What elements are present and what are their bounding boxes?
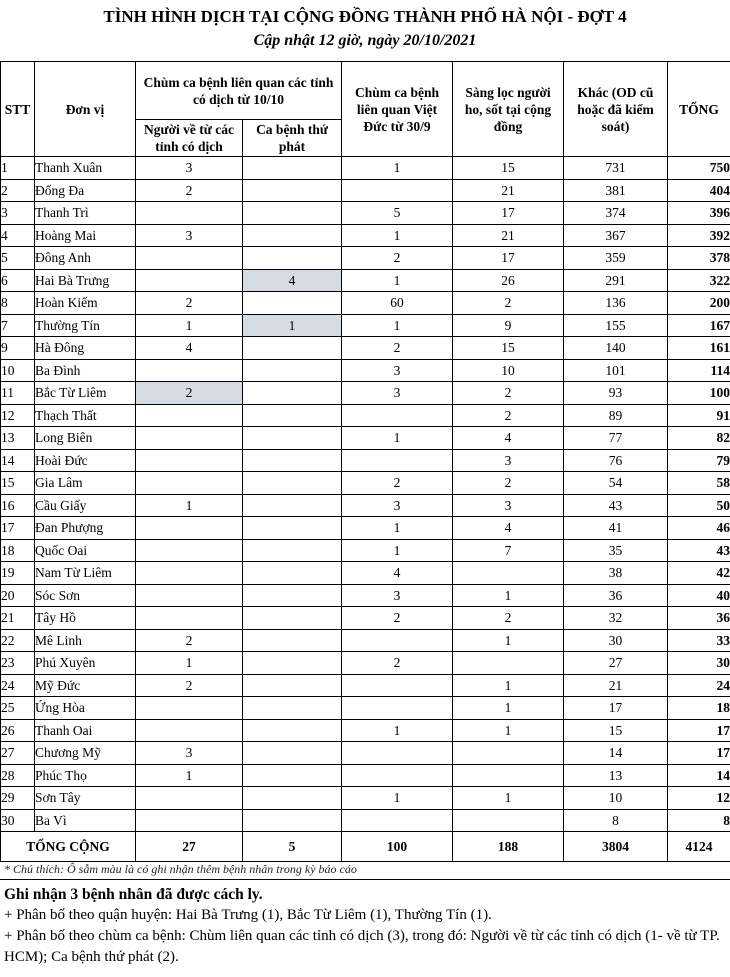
cell-other: 76 bbox=[564, 449, 668, 472]
summary-line-clusters: + Phân bố theo chùm ca bệnh: Chùm liên quan các tỉnh có dịch (3), trong đó: Người về từ các tỉnh có dịch (1- về từ TP. HCM); Ca bệnh thứ phát (2). bbox=[4, 928, 720, 965]
cell-total: 42 bbox=[668, 562, 730, 585]
cell-other: 17 bbox=[564, 697, 668, 720]
cell-secondary bbox=[243, 404, 342, 427]
cell-unit: Ứng Hòa bbox=[35, 697, 136, 720]
cell-total: 36 bbox=[668, 607, 730, 630]
cell-vietduc bbox=[342, 449, 453, 472]
cell-vietduc: 1 bbox=[342, 787, 453, 810]
cell-total: 750 bbox=[668, 157, 730, 180]
cell-secondary bbox=[243, 539, 342, 562]
cell-total: 378 bbox=[668, 247, 730, 270]
cell-vietduc: 5 bbox=[342, 202, 453, 225]
cell-other: 35 bbox=[564, 539, 668, 562]
cell-vietduc bbox=[342, 674, 453, 697]
cell-stt: 3 bbox=[1, 202, 35, 225]
cell-other: 36 bbox=[564, 584, 668, 607]
cell-unit: Hà Đông bbox=[35, 337, 136, 360]
table-row bbox=[1, 224, 730, 247]
cell-stt: 10 bbox=[1, 359, 35, 382]
cell-unit: Tây Hồ bbox=[35, 607, 136, 630]
cell-vietduc: 3 bbox=[342, 494, 453, 517]
header-returnees: Người về từ các tỉnh có dịch bbox=[136, 120, 243, 157]
cell-total: 12 bbox=[668, 787, 730, 810]
summary-line-districts: + Phân bố theo quận huyện: Hai Bà Trưng (1), Bắc Từ Liêm (1), Thường Tín (1). bbox=[4, 907, 492, 923]
cell-other: 77 bbox=[564, 427, 668, 450]
cell-screening: 4 bbox=[453, 427, 564, 450]
header-vietduc: Chùm ca bệnh liên quan Việt Đức từ 30/9 bbox=[342, 62, 453, 157]
cell-other: 30 bbox=[564, 629, 668, 652]
cell-stt: 5 bbox=[1, 247, 35, 270]
cell-total: 33 bbox=[668, 629, 730, 652]
cell-unit: Hai Bà Trưng bbox=[35, 269, 136, 292]
cell-unit: Thanh Trì bbox=[35, 202, 136, 225]
cell-returnees bbox=[136, 202, 243, 225]
cell-screening: 21 bbox=[453, 179, 564, 202]
cell-total: 40 bbox=[668, 584, 730, 607]
table-row bbox=[1, 629, 730, 652]
cell-stt: 12 bbox=[1, 404, 35, 427]
cell-stt: 22 bbox=[1, 629, 35, 652]
cell-returnees: 1 bbox=[136, 314, 243, 337]
table-row bbox=[1, 607, 730, 630]
cell-secondary bbox=[243, 562, 342, 585]
cell-unit: Nam Từ Liêm bbox=[35, 562, 136, 585]
cell-unit: Mỹ Đức bbox=[35, 674, 136, 697]
table-row bbox=[1, 719, 730, 742]
table-row bbox=[1, 269, 730, 292]
header-total: TỔNG bbox=[668, 62, 730, 157]
report-title: TÌNH HÌNH DỊCH TẠI CỘNG ĐỒNG THÀNH PHỐ HÀ NỘI - ĐỢT 4 bbox=[103, 7, 627, 26]
cell-screening: 3 bbox=[453, 449, 564, 472]
cell-stt: 24 bbox=[1, 674, 35, 697]
table-row bbox=[1, 697, 730, 720]
cell-total: 82 bbox=[668, 427, 730, 450]
cell-screening: 17 bbox=[453, 247, 564, 270]
cell-returnees bbox=[136, 809, 243, 832]
cell-other: 381 bbox=[564, 179, 668, 202]
header-stt: STT bbox=[1, 62, 35, 157]
cell-unit: Ba Vì bbox=[35, 809, 136, 832]
cell-returnees: 3 bbox=[136, 157, 243, 180]
header-screening: Sàng lọc người ho, sốt tại cộng đồng bbox=[453, 62, 564, 157]
cell-screening: 15 bbox=[453, 157, 564, 180]
cell-total: 17 bbox=[668, 742, 730, 765]
cell-returnees bbox=[136, 472, 243, 495]
cell-screening bbox=[453, 652, 564, 675]
cell-screening: 9 bbox=[453, 314, 564, 337]
cell-unit: Chương Mỹ bbox=[35, 742, 136, 765]
cell-screening: 17 bbox=[453, 202, 564, 225]
cell-screening: 1 bbox=[453, 697, 564, 720]
cell-other: 731 bbox=[564, 157, 668, 180]
cell-total: 17 bbox=[668, 719, 730, 742]
cell-unit: Thường Tín bbox=[35, 314, 136, 337]
cell-total: 43 bbox=[668, 539, 730, 562]
cell-unit: Đông Anh bbox=[35, 247, 136, 270]
cell-vietduc: 3 bbox=[342, 359, 453, 382]
header-secondary: Ca bệnh thứ phát bbox=[243, 120, 342, 157]
cell-returnees bbox=[136, 787, 243, 810]
table-row bbox=[1, 337, 730, 360]
cell-vietduc: 2 bbox=[342, 607, 453, 630]
cell-unit: Cầu Giấy bbox=[35, 494, 136, 517]
cell-returnees: 2 bbox=[136, 674, 243, 697]
cell-returnees bbox=[136, 247, 243, 270]
totals-screening: 188 bbox=[453, 832, 564, 862]
cell-other: 13 bbox=[564, 764, 668, 787]
cell-secondary bbox=[243, 674, 342, 697]
cell-other: 155 bbox=[564, 314, 668, 337]
table-row bbox=[1, 652, 730, 675]
cell-stt: 21 bbox=[1, 607, 35, 630]
cell-stt: 15 bbox=[1, 472, 35, 495]
cell-screening: 2 bbox=[453, 404, 564, 427]
cell-screening bbox=[453, 742, 564, 765]
cell-unit: Thanh Xuân bbox=[35, 157, 136, 180]
cell-vietduc bbox=[342, 629, 453, 652]
cell-unit: Thanh Oai bbox=[35, 719, 136, 742]
cell-unit: Hoài Đức bbox=[35, 449, 136, 472]
cell-secondary bbox=[243, 472, 342, 495]
cell-screening bbox=[453, 562, 564, 585]
cell-stt: 11 bbox=[1, 382, 35, 405]
cell-returnees: 4 bbox=[136, 337, 243, 360]
cell-screening bbox=[453, 809, 564, 832]
cell-unit: Đống Đa bbox=[35, 179, 136, 202]
cell-stt: 7 bbox=[1, 314, 35, 337]
cell-secondary bbox=[243, 764, 342, 787]
cell-vietduc: 1 bbox=[342, 719, 453, 742]
table-row bbox=[1, 202, 730, 225]
cell-other: 374 bbox=[564, 202, 668, 225]
cell-other: 359 bbox=[564, 247, 668, 270]
cell-stt: 28 bbox=[1, 764, 35, 787]
cell-vietduc: 2 bbox=[342, 247, 453, 270]
table-row bbox=[1, 539, 730, 562]
cell-total: 200 bbox=[668, 292, 730, 315]
cell-vietduc: 1 bbox=[342, 427, 453, 450]
cell-secondary bbox=[243, 202, 342, 225]
cell-other: 14 bbox=[564, 742, 668, 765]
totals-other: 3804 bbox=[564, 832, 668, 862]
cell-secondary bbox=[243, 382, 342, 405]
cell-vietduc: 2 bbox=[342, 652, 453, 675]
cell-other: 15 bbox=[564, 719, 668, 742]
table-row bbox=[1, 742, 730, 765]
table-row bbox=[1, 517, 730, 540]
totals-returnees: 27 bbox=[136, 832, 243, 862]
cell-secondary bbox=[243, 607, 342, 630]
table-row bbox=[1, 449, 730, 472]
cell-screening: 26 bbox=[453, 269, 564, 292]
cell-stt: 27 bbox=[1, 742, 35, 765]
cell-vietduc bbox=[342, 764, 453, 787]
cell-secondary bbox=[243, 652, 342, 675]
cell-unit: Thạch Thất bbox=[35, 404, 136, 427]
cell-stt: 20 bbox=[1, 584, 35, 607]
cell-stt: 29 bbox=[1, 787, 35, 810]
cell-returnees: 2 bbox=[136, 629, 243, 652]
table-row bbox=[1, 674, 730, 697]
divider bbox=[0, 879, 730, 880]
cell-returnees bbox=[136, 607, 243, 630]
cell-stt: 1 bbox=[1, 157, 35, 180]
case-table bbox=[0, 61, 730, 862]
cell-vietduc: 60 bbox=[342, 292, 453, 315]
cell-total: 392 bbox=[668, 224, 730, 247]
cell-stt: 9 bbox=[1, 337, 35, 360]
cell-other: 41 bbox=[564, 517, 668, 540]
cell-vietduc: 4 bbox=[342, 562, 453, 585]
cell-vietduc bbox=[342, 809, 453, 832]
cell-screening: 1 bbox=[453, 584, 564, 607]
cell-returnees bbox=[136, 404, 243, 427]
cell-secondary: 1 bbox=[243, 314, 342, 337]
cell-vietduc: 3 bbox=[342, 382, 453, 405]
cell-total: 79 bbox=[668, 449, 730, 472]
cell-vietduc: 1 bbox=[342, 517, 453, 540]
cell-stt: 25 bbox=[1, 697, 35, 720]
cell-screening: 10 bbox=[453, 359, 564, 382]
cell-unit: Hoàn Kiếm bbox=[35, 292, 136, 315]
cell-stt: 17 bbox=[1, 517, 35, 540]
cell-other: 367 bbox=[564, 224, 668, 247]
cell-total: 46 bbox=[668, 517, 730, 540]
cell-vietduc: 2 bbox=[342, 472, 453, 495]
cell-secondary bbox=[243, 157, 342, 180]
cell-secondary bbox=[243, 494, 342, 517]
cell-secondary bbox=[243, 517, 342, 540]
cell-unit: Mê Linh bbox=[35, 629, 136, 652]
cell-secondary bbox=[243, 787, 342, 810]
cell-screening: 2 bbox=[453, 292, 564, 315]
cell-secondary bbox=[243, 247, 342, 270]
table-row bbox=[1, 382, 730, 405]
cell-screening: 1 bbox=[453, 787, 564, 810]
cell-other: 291 bbox=[564, 269, 668, 292]
table-row bbox=[1, 787, 730, 810]
cell-total: 14 bbox=[668, 764, 730, 787]
table-row bbox=[1, 472, 730, 495]
cell-vietduc bbox=[342, 404, 453, 427]
table-row bbox=[1, 562, 730, 585]
cell-secondary bbox=[243, 427, 342, 450]
cell-stt: 4 bbox=[1, 224, 35, 247]
cell-stt: 26 bbox=[1, 719, 35, 742]
cell-returnees bbox=[136, 427, 243, 450]
cell-stt: 6 bbox=[1, 269, 35, 292]
cell-secondary bbox=[243, 719, 342, 742]
cell-total: 114 bbox=[668, 359, 730, 382]
table-row bbox=[1, 404, 730, 427]
cell-secondary bbox=[243, 584, 342, 607]
cell-vietduc: 1 bbox=[342, 314, 453, 337]
cell-secondary bbox=[243, 224, 342, 247]
cell-vietduc: 1 bbox=[342, 539, 453, 562]
cell-vietduc: 3 bbox=[342, 584, 453, 607]
summary-block bbox=[4, 884, 726, 968]
cell-returnees: 1 bbox=[136, 764, 243, 787]
totals-label: TỔNG CỘNG bbox=[1, 832, 136, 862]
cell-unit: Ba Đình bbox=[35, 359, 136, 382]
cell-secondary bbox=[243, 809, 342, 832]
cell-total: 24 bbox=[668, 674, 730, 697]
table-row bbox=[1, 764, 730, 787]
table-row bbox=[1, 157, 730, 180]
cell-returnees bbox=[136, 562, 243, 585]
cell-total: 91 bbox=[668, 404, 730, 427]
cell-vietduc bbox=[342, 742, 453, 765]
table-row bbox=[1, 359, 730, 382]
cell-returnees bbox=[136, 539, 243, 562]
cell-other: 32 bbox=[564, 607, 668, 630]
table-row bbox=[1, 809, 730, 832]
table-row bbox=[1, 247, 730, 270]
cell-unit: Đan Phượng bbox=[35, 517, 136, 540]
cell-total: 322 bbox=[668, 269, 730, 292]
cell-screening: 4 bbox=[453, 517, 564, 540]
table-row bbox=[1, 314, 730, 337]
cell-total: 50 bbox=[668, 494, 730, 517]
cell-vietduc bbox=[342, 697, 453, 720]
cell-secondary bbox=[243, 742, 342, 765]
cell-unit: Bắc Từ Liêm bbox=[35, 382, 136, 405]
cell-total: 167 bbox=[668, 314, 730, 337]
table-body bbox=[1, 157, 730, 862]
totals-row bbox=[1, 832, 730, 862]
cell-screening: 21 bbox=[453, 224, 564, 247]
cell-screening: 1 bbox=[453, 629, 564, 652]
cell-other: 27 bbox=[564, 652, 668, 675]
cell-screening: 3 bbox=[453, 494, 564, 517]
header-other: Khác (OD cũ hoặc đã kiểm soát) bbox=[564, 62, 668, 157]
cell-secondary bbox=[243, 337, 342, 360]
cell-other: 21 bbox=[564, 674, 668, 697]
cell-screening: 7 bbox=[453, 539, 564, 562]
table-row bbox=[1, 584, 730, 607]
table-note: * Chú thích: Ô sẫm màu là có ghi nhận thêm bệnh nhân trong kỳ báo cáo bbox=[4, 862, 357, 876]
table-row bbox=[1, 292, 730, 315]
cell-screening: 15 bbox=[453, 337, 564, 360]
cell-vietduc: 2 bbox=[342, 337, 453, 360]
cell-unit: Long Biên bbox=[35, 427, 136, 450]
cell-other: 38 bbox=[564, 562, 668, 585]
cell-vietduc bbox=[342, 179, 453, 202]
header-group: Chùm ca bệnh liên quan các tỉnh có dịch từ 10/10 bbox=[136, 62, 342, 120]
header-unit: Đơn vị bbox=[35, 62, 136, 157]
cell-returnees bbox=[136, 584, 243, 607]
cell-total: 8 bbox=[668, 809, 730, 832]
cell-stt: 23 bbox=[1, 652, 35, 675]
cell-secondary bbox=[243, 359, 342, 382]
cell-stt: 2 bbox=[1, 179, 35, 202]
cell-stt: 18 bbox=[1, 539, 35, 562]
cell-other: 93 bbox=[564, 382, 668, 405]
table-row bbox=[1, 179, 730, 202]
cell-returnees: 3 bbox=[136, 742, 243, 765]
cell-stt: 8 bbox=[1, 292, 35, 315]
report-subtitle: Cập nhật 12 giờ, ngày 20/10/2021 bbox=[253, 32, 477, 49]
cell-screening bbox=[453, 764, 564, 787]
cell-other: 136 bbox=[564, 292, 668, 315]
cell-unit: Hoàng Mai bbox=[35, 224, 136, 247]
cell-unit: Phúc Thọ bbox=[35, 764, 136, 787]
cell-other: 54 bbox=[564, 472, 668, 495]
cell-stt: 14 bbox=[1, 449, 35, 472]
cell-other: 43 bbox=[564, 494, 668, 517]
cell-secondary bbox=[243, 697, 342, 720]
cell-total: 100 bbox=[668, 382, 730, 405]
cell-total: 30 bbox=[668, 652, 730, 675]
cell-returnees: 2 bbox=[136, 179, 243, 202]
cell-screening: 2 bbox=[453, 607, 564, 630]
cell-unit: Phú Xuyên bbox=[35, 652, 136, 675]
cell-returnees: 2 bbox=[136, 292, 243, 315]
cell-vietduc: 1 bbox=[342, 224, 453, 247]
cell-returnees bbox=[136, 517, 243, 540]
cell-returnees: 3 bbox=[136, 224, 243, 247]
cell-total: 404 bbox=[668, 179, 730, 202]
cell-other: 10 bbox=[564, 787, 668, 810]
cell-total: 396 bbox=[668, 202, 730, 225]
cell-screening: 2 bbox=[453, 382, 564, 405]
cell-screening: 2 bbox=[453, 472, 564, 495]
cell-total: 161 bbox=[668, 337, 730, 360]
cell-returnees bbox=[136, 359, 243, 382]
cell-secondary bbox=[243, 179, 342, 202]
cell-stt: 13 bbox=[1, 427, 35, 450]
cell-other: 8 bbox=[564, 809, 668, 832]
cell-total: 58 bbox=[668, 472, 730, 495]
summary-heading: Ghi nhận 3 bệnh nhân đã được cách ly. bbox=[4, 886, 263, 903]
cell-unit: Gia Lâm bbox=[35, 472, 136, 495]
cell-other: 101 bbox=[564, 359, 668, 382]
cell-returnees: 1 bbox=[136, 652, 243, 675]
cell-returnees: 1 bbox=[136, 494, 243, 517]
cell-stt: 19 bbox=[1, 562, 35, 585]
cell-secondary bbox=[243, 449, 342, 472]
cell-secondary bbox=[243, 629, 342, 652]
totals-secondary: 5 bbox=[243, 832, 342, 862]
cell-returnees bbox=[136, 449, 243, 472]
cell-unit: Sóc Sơn bbox=[35, 584, 136, 607]
table-row bbox=[1, 427, 730, 450]
cell-other: 140 bbox=[564, 337, 668, 360]
cell-unit: Quốc Oai bbox=[35, 539, 136, 562]
cell-unit: Sơn Tây bbox=[35, 787, 136, 810]
cell-returnees: 2 bbox=[136, 382, 243, 405]
cell-stt: 16 bbox=[1, 494, 35, 517]
cell-stt: 30 bbox=[1, 809, 35, 832]
cell-secondary bbox=[243, 292, 342, 315]
cell-secondary: 4 bbox=[243, 269, 342, 292]
cell-returnees bbox=[136, 697, 243, 720]
cell-vietduc: 1 bbox=[342, 269, 453, 292]
cell-screening: 1 bbox=[453, 674, 564, 697]
table-row bbox=[1, 494, 730, 517]
cell-total: 18 bbox=[668, 697, 730, 720]
cell-returnees bbox=[136, 719, 243, 742]
totals-total: 4124 bbox=[668, 832, 730, 862]
cell-returnees bbox=[136, 269, 243, 292]
cell-vietduc: 1 bbox=[342, 157, 453, 180]
cell-other: 89 bbox=[564, 404, 668, 427]
totals-vietduc: 100 bbox=[342, 832, 453, 862]
cell-screening: 1 bbox=[453, 719, 564, 742]
